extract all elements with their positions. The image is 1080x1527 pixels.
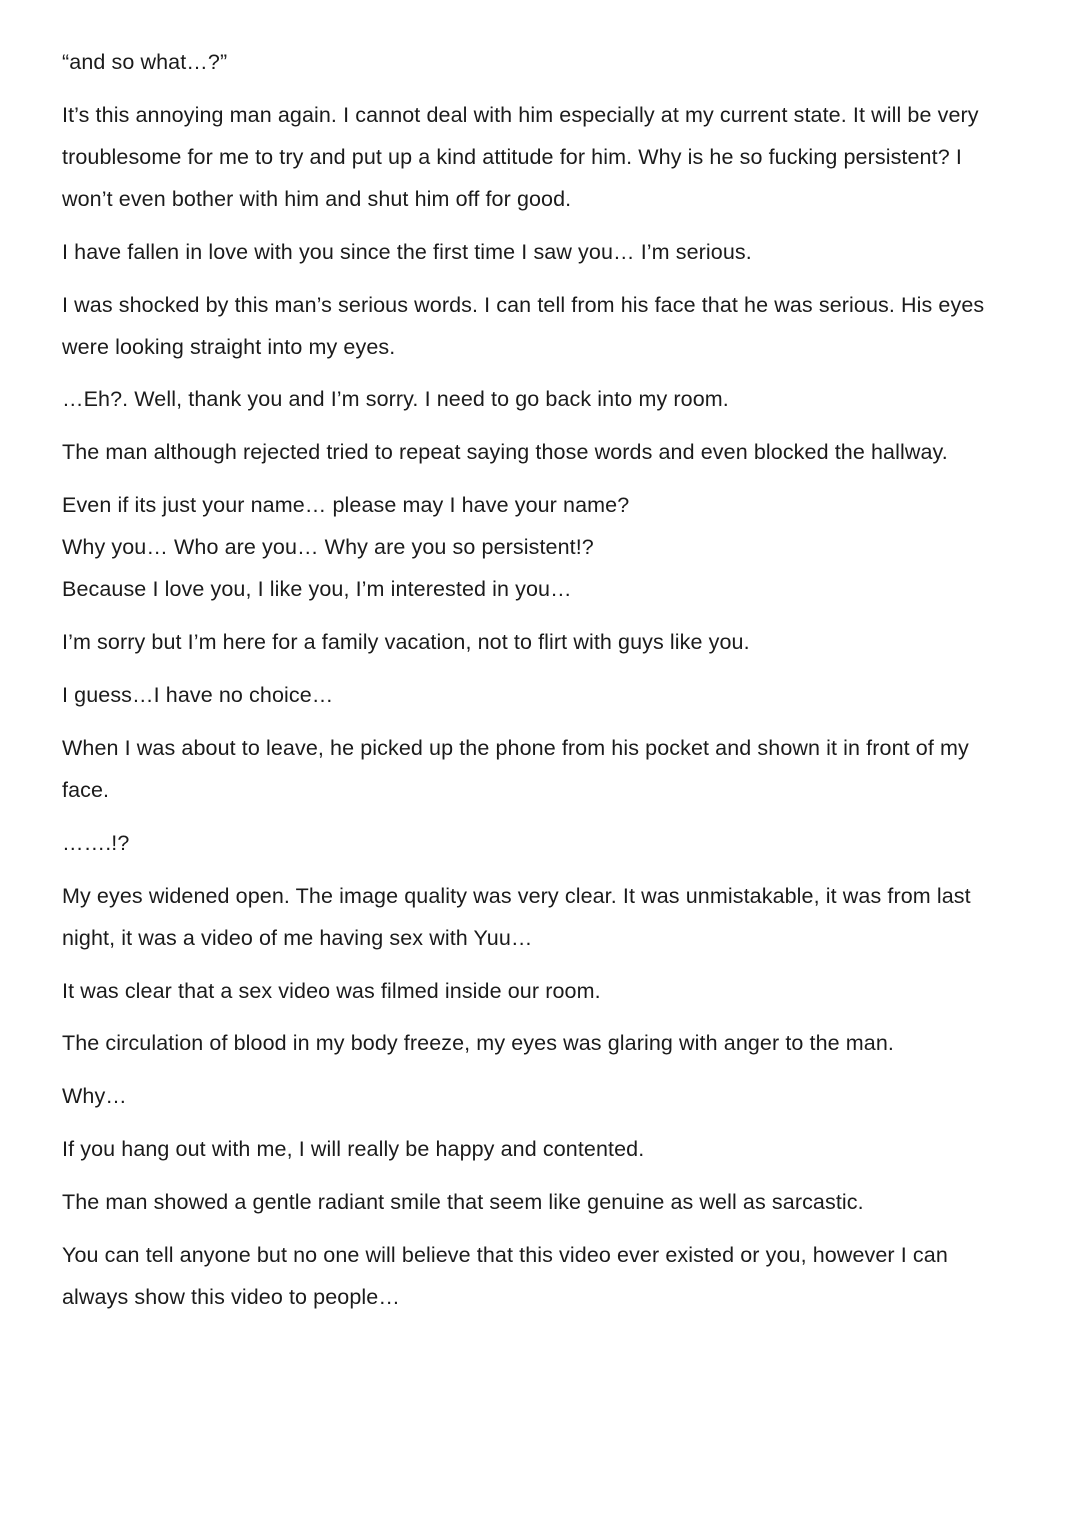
paragraph: It’s this annoying man again. I cannot deal with him especially at my current state. It will be very troublesome for me to try and put up a kind attitude for him. Why is he so fucking persistent? I won’t even bother with him and shut him off for good. (62, 102, 979, 211)
paragraph: The man showed a gentle radiant smile that seem like genuine as well as sarcastic. (62, 1190, 864, 1215)
paragraph: …….!? (62, 830, 130, 855)
document-body (62, 42, 1018, 1319)
paragraph: I have fallen in love with you since the first time I saw you… I’m serious. (62, 239, 752, 264)
dialogue-line: Even if its just your name… please may I have your name? (62, 493, 630, 518)
paragraph: You can tell anyone but no one will believe that this video ever existed or you, however I can always show this video to people… (62, 1243, 948, 1310)
paragraph: The circulation of blood in my body freeze, my eyes was glaring with anger to the man. (62, 1031, 894, 1056)
paragraph: “and so what…?” (62, 50, 228, 74)
paragraph: I was shocked by this man’s serious words. I can tell from his face that he was serious. His eyes were looking straight into my eyes. (62, 292, 985, 359)
paragraph: When I was about to leave, he picked up the phone from his pocket and shown it in front of my face. (62, 735, 969, 802)
paragraph: I’m sorry but I’m here for a family vacation, not to flirt with guys like you. (62, 630, 750, 655)
paragraph: My eyes widened open. The image quality was very clear. It was unmistakable, it was from last night, it was a video of me having sex with Yuu… (62, 883, 971, 950)
dialogue-block (62, 485, 1018, 611)
paragraph: If you hang out with me, I will really be happy and contented. (62, 1137, 645, 1162)
dialogue-line: Because I love you, I like you, I’m interested in you… (62, 577, 572, 602)
paragraph: …Eh?. Well, thank you and I’m sorry. I need to go back into my room. (62, 387, 729, 412)
paragraph: The man although rejected tried to repeat saying those words and even blocked the hallway. (62, 440, 948, 465)
paragraph: Why… (62, 1084, 127, 1109)
paragraph: I guess…I have no choice… (62, 682, 334, 707)
dialogue-line: Why you… Who are you… Why are you so persistent!? (62, 535, 594, 560)
paragraph: It was clear that a sex video was filmed inside our room. (62, 978, 601, 1003)
